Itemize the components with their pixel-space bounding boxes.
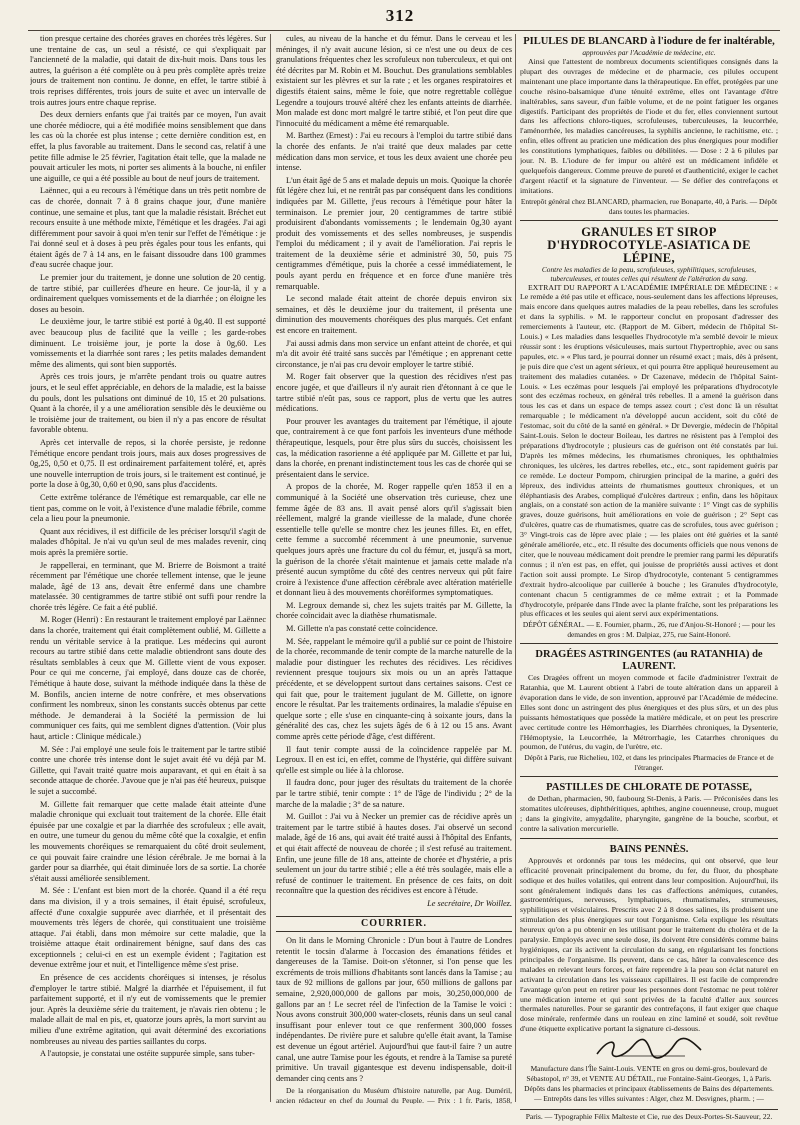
- article-paragraph: cules, au niveau de la hanche et du fémur. Dans le cerveau et les méninges, il n'y avait aucune lésion, si ce n'est une ou deux de ces granulations fréquentes chez les scrofuleux non tuberculeux, et qui ont été décrites par M. Robin et M. Bouchut. Des granulations semblables existaient sur les plèvres et sur la rate ; et les organes respiratoires et digestifs étaient sains, même le foie, que notre regrettable collègue Legendre a toujours trouvé altéré chez les enfants atteints de diarrhée. Mon malade est donc mort malgré le tartre stibié, et l'on peut dire que l'innocuité du médicament a même été remarquable.: [276, 34, 512, 128]
- ad-body: Ainsi que l'attestent de nombreux documents scientifiques consignés dans la plupart des ouvrages de médecine et de pharmacie, ces pilules occupent maintenant une place importante dans la thérapeutique. En effet, protégées par une couche résino-balsamique d'une ténuité extrême, elles ont l'avantage d'être inaltérables, sans saveur, d'un faible volume, et de ne point fatiguer les organes digestifs. Participant des propriétés de l'iode et du fer, elles conviennent surtout dans les affections chloro-tiques, scrofuleuses, tuberculeuses, la leucorrhée, l'aménorrhée, les maladies cancéreuses, la syphilis ancienne, le rachitisme, etc. ; enfin, elles offrent au praticien une médication des plus énergiques pour modifier les constitutions lymphatiques, faibles ou débilitées. — Dose : 2 à 6 pilules par jour. N. B. L'iodure de fer impur ou altéré est un médicament infidèle et quelquefois dangereux. Comme preuve de pureté et d'authenticité, exiger le cachet d'argent réactif et la signature de l'inventeur. — Se défier des contrefaçons et imitations.: [520, 57, 778, 195]
- ad-footer: Dépôt à Paris, rue Richelieu, 102, et dans les principales Pharmacies de France et de l'étranger.: [524, 753, 774, 773]
- ad-body: Approuvés et ordonnés par tous les médecins, qui ont observé, que leur efficacité provenait principalement du brome, du fer, du fluor, du phosphate sodique et des huiles volatiles, qui entrent dans leur composition. Aujourd'hui, ils sont généralement indiqués dans les cas d'affections anémiques, cutanées, gastroentériques, nerveuses, lymphatiques, rhumatismales, strumeuses, syphilitiques et vésiculaires. Prescrits avec 2 à 8 doses salines, ils produisent une stimulation des plus énergiques sur tout l'organisme. Cela explique les résultats heureux qu'on a pu obtenir en les utilisant pour le traitement du choléra et de la paralysie. Employés avec une seule dose, ils doivent être considérés comme bains hygiéniques, car ils activent la circulation du sang, en régularisant les fonctions principales de l'organisme. Ils peuvent, dans ce cas, hâter la convalescence des malades en relevant leurs forces, et faire reprendre à la peau son éclat naturel en activant la circulation dans les vaisseaux capillaires. Il est facile de comprendre l'avantage qu'on peut en retirer pour les personnes dont l'estomac ne peut tolérer une médication interne et qui sont privées de la faculté d'aller aux sources thermales naturelles. Pour se garantir des contrefaçons, il faut exiger que chaque dose minérale, renfermée dans un rouleau en zinc laminé et soudé, soit revêtue d'une étiquette explicative portant la signature ci-dessous.: [520, 855, 778, 1034]
- advertisement: [520, 224, 778, 645]
- ad-footer: Manufacture dans l'Île Saint-Louis. VENTE en gros ou demi-gros, boulevard de Sébastopol, n° 39, et VENTE AU DÉTAIL, rue Fontaine-Saint-Georges, 1, à Paris. Dépôts dans les pharmacies et principaux établissements de Bains des départements. — Entrepôts dans les villes suivantes : Alger, chez M. Desvignes, pharm. ; —: [524, 1064, 774, 1103]
- article-paragraph: Le premier jour du traitement, je donne une solution de 20 centig. de tartre stibié, par cuillerées d'heure en heure. Ce jour-là, il y a ordinairement quelques vomissements et de la diarrhée ; on éloigne les doses au besoin.: [30, 273, 266, 314]
- article-paragraph: Quant aux récidives, il est difficile de les préciser lorsqu'il s'agit de malades d'hôpital. Je n'ai vu qu'un seul de mes malades revenir, cinq mois après la première sortie.: [30, 526, 266, 557]
- advertisement: [520, 780, 778, 839]
- book-notice: De la réorganisation du Muséum d'histoire naturelle, par Aug. Duméril, ancien rédacteur en chef du Journal du Peuple. — Prix : 1 fr. Paris, 1858,: [276, 1086, 512, 1104]
- article-paragraph: Je rappellerai, en terminant, que M. Brierre de Boismont a traité récemment par l'émétique une chorée tellement intense, que le jeune malade, âgé de 13 ans, devait être enfermé dans une chambre matelassée. 30 centigrammes de tartre stibié ont suffi pour rendre la chorée très légère. Ce fait a été publié.: [30, 560, 266, 612]
- article-paragraph: M. Guillot : J'ai vu à Necker un premier cas de récidive après un traitement par le tartre stibié à hautes doses. J'ai observé un second malade, âgé de 16 ans, qui avait été traité aussi à l'hôpital des Enfants, et qui était affecté de nouveau de chorée ; il s'est refusé au traitement. Enfin, une jeune fille de 18 ans, atteinte de chorée et d'hystérie, a pris seulement un jour du tartre stibié ; elle a été très soulagée, mais elle a refusé de continuer le traitement. En présence de ces faits, on doit reconnaître que la question des récidives est encore à l'étude.: [276, 812, 512, 896]
- article-paragraph: Il faudra donc, pour juger des résultats du traitement de la chorée par le tartre stibié, tenir compte : 1° de l'âge de l'individu ; 2° de la marche de la maladie ; 3° de sa nature.: [276, 778, 512, 809]
- article-paragraph: M. Sée : L'enfant est bien mort de la chorée. Quand il a été reçu dans ma division, il y a trois semaines, il était épuisé, scrofuleux, affecté d'une coxalgie suppurée avec diarrhée, et il présentait des mouvements très légers de chorée, qui constituaient une troisième attaque. J'ai établi, dans mon mémoire sur cette maladie, que la troisième attaque était ordinairement bénigne, sauf dans des cas exceptionnels ; celui-ci en est un exemple évident ; l'agitation est devenue extrême jour et nuit, et l'intelligence même s'est prise.: [30, 886, 266, 970]
- article-paragraph: M. Gillette n'a pas constaté cette coïncidence.: [286, 624, 438, 634]
- ad-subtitle: Contre les maladies de la peau, scrofuleuses, syphilitiques, scrofuleuses, tuberculeuses, et toutes celles qui résultent de l'altération du sang.: [541, 264, 757, 283]
- article-paragraph: Le second malade était atteint de chorée depuis environ six semaines, et dès le deuxième jour du traitement, il présenta une diminution des mouvements choréiques des plus marqués. Cet enfant est encore en traitement.: [276, 294, 512, 336]
- ad-body: Ces Dragées offrent un moyen commode et facile d'administrer l'extrait de Ratanhia, que M. Laurent obtient à l'abri de toute altération dans un appareil à évaporation dans le vide, de son invention, approuvé par l'Académie de médecine. Elles sont donc un astringent des plus énergiques et des plus sûrs, et un des plus puissants hémostatiques que possède la matière médicale, et on peut les prescrire avec certitude contre les Hémorrhagies, les Diarrhées chroniques, la Dysenterie, l'Hémoptysie, la Leucorrhée, la Métrorrhagie, les Catarrhes chroniques du poumon, de l'utérus, du vagin, de l'urètre, etc.: [520, 673, 778, 752]
- article-paragraph: Après cet intervalle de repos, si la chorée persiste, je redonne l'émétique encore pendant trois jours, mais aux doses progressives de 0g,25, 0,50 et 0,75. Il est ordinairement parfaitement toléré, et, après une nouvelle interruption de trois jours, si le traitement est continué, je porte la dose à 0g,30, 0,60 et 0,90, sans plus d'accidents.: [30, 437, 266, 490]
- column-divider: [515, 34, 516, 1102]
- article-paragraph: M. Gillette fait remarquer que cette malade était atteinte d'une maladie chronique qui excluait tout traitement de la chorée. Elle était épuisée par une coxalgie et par la diarrhée des scrofuleux ; elle avait, en outre, une tumeur du genou du même côté que la coxalgie, et enfin les mouvements choréiques se remarquaient du côté droit seulement, ce qui pouvait faire craindre une lésion cérébrale. Je me bornai à la garder pour sa diarrhée, qui était diminuée lors de sa sortie. La chorée s'était aussi améliorée sensiblement.: [30, 799, 266, 883]
- article-paragraph: M. Legroux demande si, chez les sujets traités par M. Gillette, la chorée coïncidait avec la diathèse rhumatismale.: [276, 600, 512, 621]
- article-paragraph: M. Roger (Henri) : En restaurant le traitement employé par Laënnec dans la chorée, traitement qui était complètement oublié, M. Gillette a rendu un véritable service à la pratique. Les médecins qui auront recours au tartre stibié dans cette maladie obtiendront sans doute des résultats semblables à ceux que M. Gillette vient de vous exposer. Pour ce qui me concerne, j'ai employé, dans douze cas de chorée, l'émétique à haute dose, suivant la méthode indiquée dans la thèse de M. Bonfils, ancien interne de notre confrère, et mes observations confirment les nombreux, sinon les constants succès obtenus par cette méthode. Je demanderai à la Société la permission de lui communiquer ces faits, qui me semblent dignes d'attention. (Voir plus haut, article : Clinique médicale.): [30, 615, 266, 741]
- article-paragraph: Laënnec, qui a eu recours à l'émétique dans un très petit nombre de cas de chorée, donnait 7 à 8 grains chaque jour, d'une manière continue, une semaine et plus, tant que la maladie résistait. Bréchet eut recours ensuite à une méthode mixte, l'émétique et les dragées. J'ai agi différemment pour savoir à quoi m'en tenir sur l'effet de l'émétique : je l'ai donné seul et à doses à peu près égales pour tous les enfants, qui étaient âgés de 7 à 14 ans, en le faisant dissoudre dans 100 grammes d'eau sucrée chaque jour.: [30, 186, 266, 270]
- article-paragraph: Il faut tenir compte aussi de la coïncidence rappelée par M. Legroux. Il en est ici, en effet, comme de l'hystérie, qui diffère suivant qu'elle est simple ou liée à la chlorose.: [276, 744, 512, 775]
- courrier-text: [276, 936, 512, 1084]
- column-1: [30, 34, 266, 1104]
- page-number: 312: [385, 6, 415, 25]
- courrier-heading: COURRIER.: [276, 916, 512, 933]
- ad-footer: Entrepôt général chez BLANCARD, pharmacien, rue Bonaparte, 40, à Paris. — Dépôt dans toutes les pharmacies.: [520, 196, 778, 216]
- article-paragraph: Cette extrême tolérance de l'émétique est remarquable, car elle ne tient pas, comme on le voit, à l'existence d'une maladie fébrile, comme cela a lieu pour la pneumonie.: [30, 492, 266, 524]
- article-paragraph: A l'autopsie, je constatai une ostéite suppurée simple, sans tuber-: [40, 1049, 255, 1059]
- ad-title: BAINS PENNÈS.: [609, 843, 689, 855]
- article-paragraph: En présence de ces accidents choréiques si intenses, je résolus d'employer le tartre stibié. Malgré la diarrhée et l'épuisement, il fut parfaitement supporté, et il n'y eut de vomissements que le premier jour. Après la deuxième série du traitement, je n'avais rien obtenu ; le malade allait de mal en pis, et, quatorze jours après, la mort survint au milieu d'une extrême agitation, qui avait déterminé des excoriations nombreuses au niveau des parties saillantes du corps.: [30, 973, 266, 1046]
- secretary-signature: Le secrétaire, Dr Woillez.: [427, 898, 512, 908]
- ad-body: EXTRAIT DU RAPPORT A L'ACADÉMIE IMPÉRIALE DE MÉDECINE : « Le remède a été pas utile et efficace, nous-seulement dans les affections lépreuses, mais encore dans quelques autres maladies de la peau rebelles, dans les scrofules et dans la syphilis. » M. le rapporteur conclut en proposant d'adresser des remerciements à l'auteur, etc. (Rapport de M. Gibert, médecin de l'hôpital St-Louis.) « Les maladies dans lesquelles l'hydrocotyle m'a semblé devoir le mieux réussir sont : les éruptions vésiculeuses, mais surtout l'hypertrophie, avec ou sans papules, etc. » « Plus tard, je pourrai donner un résumé exact ; mais, dès à présent, je puis dire que c'est un agent sérieux, et qui pourra être appliqué heureusement au traitement des maladies cutanées. » Dr Cazenave, médecin de l'hôpital Saint-Louis. « Les eczémas pour lesquels j'ai employé les préparations d'hydrocotyle sont des eczémas rocheux, en général très rebelles. Il a amené la guérison dans tous les cas et dans un espace de temps assez court ; c'est donc là un résultat remarquable ; le médicament n'a développé aucun accident, soit du côté de l'estomac, soit du côté de la santé en général. » Dr Devergie, médecin de l'hôpital Saint-Louis. Selon le docteur Boileau, les dartres ne résistent pas à l'emploi des préparations d'hydrocotyle ; plusieurs cas de guérison ont été constatés par lui. D'après les mêmes médecins, les rhumatismes chroniques, les ophthalmies chroniques, les ulcères, les dartres rebelles, etc., etc., sont rapidement guéris par ce remède. Le docteur Pompom, chirurgien principal de la marine, a guéri des lépreux, des individus atteints de rhumatismes goutteux chroniques, et un éléphantiasis des Arabes, compliqué d'ulcères dartreux ; enfin, dans les hôpitaux anglais, on a constaté son action de la manière suivante : 1° Vingt cas de syphilis graves, douze guérisons, huit améliorations en voie de guérison ; 2° Sept cas d'ulcères, quatre cas de rhumatismes, quatre cas de scrofules, tous avec guérison ; 3° Vingt-trois cas de lèpre avec plaie ; — les plaies ont été guéries et la santé générale améliorée, etc., etc. Il résulte des documents officiels que nous venons de citer, que le nouveau médicament doit prendre le premier rang parmi les dépuratifs connus ; il n'en est pas, en effet, qui jouisse de propriétés aussi actives et dont l'action soit aussi prompte. Le Sirop d'hydrocotyle, contenant 5 centigrammes d'extrait hydro-alcoolique par cuillerée à bouche ; les Granules d'hydrocotyle, contenant chacun 5 centigrammes de ce même extrait ; et la Pommade d'hydrocotyle, préparée dans l'Inde avec la plante fraîche, sont les préparations les plus efficaces et les seules qui aient servi aux expérimentations.: [520, 282, 778, 619]
- article-paragraph: Des deux derniers enfants que j'ai traités par ce moyen, l'un avait une chorée médiocre, qui a été modifiée moins sensiblement que dans les cas où la chorée est plus intense ; cette dernière condition est, en effet, la plus favorable au traitement. Dans le second cas, relatif à une petite fille admise le 25 février, l'agitation était telle, que la malade ne pouvait articuler les mots, ni porter ses aliments à la bouche, ni enfiler une aiguille, ce qui a été possible au bout de neuf jours de traitement.: [30, 110, 266, 183]
- book-notices: [276, 1086, 512, 1104]
- advertisement: [520, 34, 778, 221]
- article-paragraph: Le deuxième jour, le tartre stibié est porté à 0g,40. Il est supporté avec beaucoup plus de facilité que la veille ; les garde-robes diminuent. Le troisième jour, je porte la dose à 0g,60. Les vomissements et la diarrhée sont rares ; les petits malades demandent même des aliments, qui sont bien supportés.: [30, 317, 266, 369]
- article-paragraph: Après ces trois jours, je m'arrête pendant trois ou quatre autres jours, et le seul effet appréciable, en dehors de la maladie, est la baisse du pouls, dont les pulsations ont diminué de 10, 15 et 20 pulsations. Quant à la chorée, il y a une amélioration sensible dès le deuxième ou le troisième jour de traitement, ou bien il n'y a pas encore de résultat favorable obtenu.: [30, 372, 266, 435]
- courrier-paragraph: On lit dans le Morning Chronicle : D'un bout à l'autre de Londres retentit le tocsin d'alarme à l'occasion des émanations fétides et dangereuses de la Tamise. Doit-on s'étonner, si l'on pense que les excréments de trois millions d'habitants sont lancés dans la Tamise ; au taux de 92 millions de gallons par jour, 650 millions de gallons par semaine, 2,920,000,000 de gallons par mois, 30,250,000,000 de gallons par an ! Le secret réel de l'infection de la Tamise le voici : Nous avons construit 300,000 water-closets, réunis dans un seul canal insuffisant pour enlever tout ce que renferment 300,000 fosses indépendantes. De rivière pure et salubre qu'elle était avant, la Tamise est devenue un égout artériel. Aujourd'hui que faut-il faire ? un autre canal, une autre Tamise pour les égouts, et rendre à la Tamise sa pureté primitive. Un travail gigantesque est devenu indispensable, doit-il demander cinq cents ans ?: [276, 936, 512, 1083]
- column-3-advertisements: [520, 34, 778, 1104]
- advertisement: [520, 647, 778, 777]
- article-paragraph: M. Barthez (Ernest) : J'ai eu recours à l'emploi du tartre stibié dans la chorée des enfants. Je n'ai traité que deux malades par cette médication dans mon service, et tous les deux avaient une chorée peu intense.: [276, 131, 512, 173]
- article-paragraph: J'ai aussi admis dans mon service un enfant atteint de chorée, et qui m'a dit avoir été traité sans succès par l'émétique ; en apprenant cette circonstance, je n'ai pas cru devoir employer le tartre stibié.: [276, 338, 512, 369]
- article-paragraph: M. Sée, rappelant le mémoire qu'il a publié sur ce point de l'histoire de la chorée, recommande de tenir compte de la marche naturelle de la maladie pour distinguer les rechutes des récidives. Les récidives reviennent presque toujours six mois ou un an après l'attaque précédente, et se développent surtout dans certaines saisons. C'est ce qui fait que, pour le traitement jugulant de M. Gillette, on ignore encore le résultat. Par les traitements ordinaires, la maladie s'épuise en quelque sorte ; elle s'use en cinquante-cinq à soixante jours, dans la généralité des cas, chez les sujets âgés de 6 à 12 ou 15 ans. Avant comme après cette période d'âge, c'est différent.: [276, 636, 512, 741]
- ad-subtitle: approuvées par l'Académie de médecine, etc.: [582, 48, 716, 57]
- society-report-continued: [276, 34, 512, 897]
- advertisement: [520, 842, 778, 1104]
- article-paragraph: A propos de la chorée, M. Roger rappelle qu'en 1853 il en a communiqué à la Société une observation très curieuse, chez une femme âgée de 83 ans. Il avait pensé alors qu'il s'agissait bien réellement, malgré la grande vieillesse de la malade, d'une chorée essentielle telle qu'elle se montre chez les jeunes filles. Et, en effet, cette femme a succombé récemment à une pneumonie, survenue quelques jours après une fracture du col du fémur, et, jusqu'à sa mort, la guérison de la chorée s'était maintenue et jamais cette malade n'a présenté aucun symptôme du côté des centres nerveux qui pût faire croire à l'existence d'une affection cérébrale avec altération matérielle et donnant lieu à des mouvements choréiformes symptomatiques.: [276, 482, 512, 598]
- article-paragraph: M. Sée : J'ai employé une seule fois le traitement par le tartre stibié contre une chorée très intense dont le sujet avait été vu déjà par M. Gillette, qui l'avait traité quatre mois auparavant, et qui en était à sa seconde attaque de chorée. J'avoue que je n'ai pas été heureux, puisque le sujet a succombé.: [30, 744, 266, 796]
- ad-title: PILULES DE BLANCARD à l'iodure de fer inaltérable,: [523, 36, 775, 47]
- article-paragraph: Pour prouver les avantages du traitement par l'émétique, il ajoute que, contrairement à ce que font parfois les inventeurs d'une méthode thérapeutique, lesquels, pour être plus sûrs du succès, choisissent les cas, la médication rasorienne a été appliquée par M. Gillette et par lui, dans la chorée, en prenant indistinctement tous les cas de chorée qui se présentaient dans le service.: [276, 416, 512, 479]
- column-2: [276, 34, 512, 1104]
- ad-footer: DÉPÔT GÉNÉRAL. — E. Fournier, pharm., 26, rue d'Anjou-St-Honoré ; — pour les demandes en gros : M. Dalpiaz, 275, rue Saint-Honoré.: [522, 620, 776, 640]
- article-paragraph: M. Roger fait observer que la question des récidives n'est pas encore jugée, et que d'ailleurs il n'y aurait rien d'étonnant à ce que le tartre stibié n'eût pas, sous ce rapport, plus de vertu que les autres médications.: [276, 372, 512, 414]
- ad-title: PASTILLES DE CHLORATE DE POTASSE,: [546, 782, 752, 794]
- ad-title: DRAGÉES ASTRINGENTES (au RATANHIA) de LAURENT.: [535, 649, 763, 673]
- article-paragraph: L'un était âgé de 5 ans et malade depuis un mois. Quoique la chorée fût légère chez lui, et ne rentrât pas par conséquent dans les conditions indiquées par M. Gillette, j'eus recours à l'émétique pour hâter la terminaison. Le premier jour, 20 centigrammes de tartre stibié produisirent d'abondants vomissements ; le lendemain 0g,30 ayant produit des vomissements et des selles nombreuses, je suspendis l'emploi du médicament ; il y avait de l'amélioration. J'ai repris le traitement de la deuxième série et administré 30, 50, puis 75 centigrammes d'émétique, puis la chorée a cessé immédiatement, le pouls ayant perdu en fréquence et en force d'une manière très remarquable.: [276, 175, 512, 291]
- ad-title: GRANULES ET SIROP D'HYDROCOTYLE-ASIATICA DE LÉPINE,: [547, 224, 751, 265]
- article-paragraph: tion presque certaine des chorées graves en chorées très légères. Sur une trentaine de cas, un seul a résisté, ce qui s'expliquait par l'ancienneté de la maladie, qui datait de dix-huit mois. Dans tous les autres, la guérison a été complète ou à peu près complète après treize jours de traitement non continu. Je donne, en effet, le tartre stibié à trois reprises différentes, trois jours de suite et avec un intervalle de trois autres jours entre chaque reprise.: [30, 34, 266, 107]
- ad-body: de Dethan, pharmacien, 90, faubourg St-Denis, à Paris. — Préconisées dans les stomatites ulcéreuses, diphthéritiques, aphthes, angine couenneuse, croup, muguet ; dans la gingivite, amygdalite, pharyngite, gangrène de la bouche, scorbut, et contre la salivation mercurielle.: [520, 794, 778, 833]
- column-divider: [270, 34, 271, 1102]
- top-rule: [28, 30, 780, 31]
- printer-imprint: Paris. — Typographie Félix Malteste et Cie, rue des Deux-Portes-St-Sauveur, 22.: [520, 1109, 778, 1121]
- handwritten-signature: [520, 1036, 778, 1062]
